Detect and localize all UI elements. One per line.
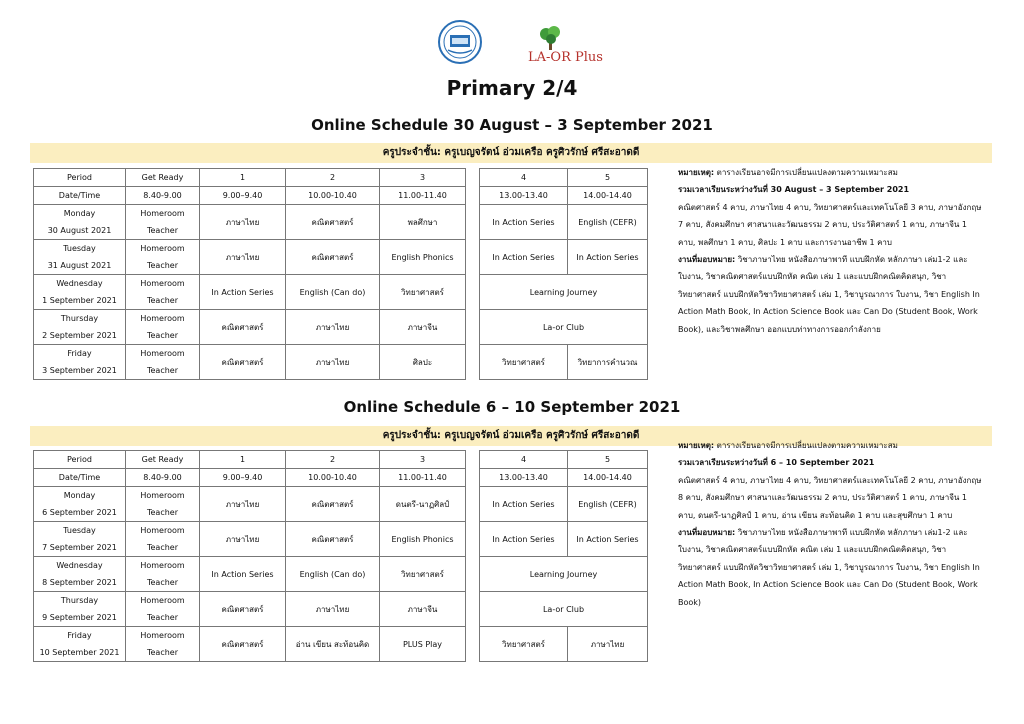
get-ready-cell: [126, 487, 200, 522]
remark-label: หมายเหตุ:: [678, 441, 715, 450]
get-ready-cell: [126, 205, 200, 240]
day-date-line2: 2 September 2021: [42, 331, 117, 340]
day-row: [34, 522, 648, 557]
get-ready-line1: Homeroom: [140, 209, 185, 218]
lunch-gap: [466, 592, 480, 627]
day-date-cell: [34, 522, 126, 557]
get-ready-line2: Teacher: [146, 578, 179, 587]
get-ready-line1: Homeroom: [140, 526, 185, 535]
col-header-1: 1: [200, 169, 286, 187]
lunch-gap: [466, 469, 480, 487]
lunch-gap: [466, 187, 480, 205]
day-date-line1: Thursday: [60, 596, 99, 605]
schedule-notes: [678, 437, 996, 611]
col-header-get-ready: Get Ready: [126, 451, 200, 469]
get-ready-line2: Teacher: [146, 613, 179, 622]
assignment-line: Action Math Book, In Action Science Book และ Can Do (Student Book, Work: [678, 580, 978, 590]
col-header-3: 3: [380, 169, 466, 187]
day-date-line2: 31 August 2021: [47, 261, 112, 270]
total-hours-line: 7 คาบ, สังคมศึกษา ศาสนาและวัฒนธรรม 2 คาบ, ประวัติศาสตร์ 1 คาบ, ภาษาจีน 1: [678, 220, 967, 230]
lunch-gap: [466, 275, 480, 310]
period-2-cell: คณิตศาสตร์: [286, 240, 380, 275]
schedule-notes: [678, 164, 996, 338]
period-5-cell: English (CEFR): [568, 487, 648, 522]
afternoon-merged-cell: Learning Journey: [480, 275, 648, 310]
day-row: [34, 310, 648, 345]
day-date-line2: 6 September 2021: [42, 508, 117, 517]
total-hours-line: 8 คาบ, สังคมศึกษา ศาสนาและวัฒนธรรม 2 คาบ, ประวัติศาสตร์ 1 คาบ, ภาษาจีน 1: [678, 493, 967, 503]
time-period-5: 14.00-14.40: [568, 469, 648, 487]
period-1-cell: In Action Series: [200, 557, 286, 592]
day-date-line1: Monday: [63, 209, 96, 218]
period-3-cell: PLUS Play: [380, 627, 466, 662]
period-3-cell: ดนตรี-นาฏศิลป์: [380, 487, 466, 522]
assignment-line: วิทยาศาสตร์ แบบฝึกหัดวิชาวิทยาศาสตร์ เล่ม 1, วิชาบูรณาการ ใบงาน, วิชา English In: [678, 289, 980, 299]
remark-text: ตารางเรียนอาจมีการเปลี่ยนแปลงตามความเหมาะสม: [714, 168, 898, 177]
day-date-line2: 3 September 2021: [42, 366, 117, 375]
time-label: Date/Time: [34, 469, 126, 487]
assignment-line: ใบงาน, วิชาคณิตศาสตร์แบบฝึกหัด คณิต เล่ม 1 และแบบฝึกคณิตคิดสนุก, วิชา: [678, 545, 947, 555]
get-ready-line1: Homeroom: [140, 596, 185, 605]
period-4-cell: วิทยาศาสตร์: [480, 345, 568, 380]
total-hours-line: คาบ, ดนตรี-นาฏศิลป์ 1 คาบ, อ่าน เขียน สะท้อนคิด 1 คาบ และสุขศึกษา 1 คาบ: [678, 510, 953, 520]
assignment-line: ใบงาน, วิชาคณิตศาสตร์แบบฝึกหัด คณิต เล่ม 1 และแบบฝึกคณิตคิดสนุก, วิชา: [678, 272, 947, 282]
period-4-cell: In Action Series: [480, 240, 568, 275]
remark-text: ตารางเรียนอาจมีการเปลี่ยนแปลงตามความเหมาะสม: [714, 441, 898, 450]
get-ready-line2: Teacher: [146, 648, 179, 657]
time-label: Date/Time: [34, 187, 126, 205]
day-row: [34, 240, 648, 275]
day-row: [34, 627, 648, 662]
time-row: [34, 469, 648, 487]
day-row: [34, 205, 648, 240]
total-hours-label: รวมเวลาเรียนระหว่างวันที่ 6 – 10 September 2021: [678, 458, 875, 468]
schedule-title: Online Schedule 6 – 10 September 2021: [343, 398, 681, 416]
get-ready-cell: [126, 557, 200, 592]
day-date-cell: [34, 627, 126, 662]
timetable: [33, 450, 648, 662]
period-3-cell: ภาษาจีน: [380, 592, 466, 627]
col-header-5: 5: [568, 451, 648, 469]
time-period-3: 11.00-11.40: [380, 469, 466, 487]
period-3-cell: ศิลปะ: [380, 345, 466, 380]
schedule-title: Online Schedule 30 August – 3 September 2021: [311, 116, 713, 134]
tree-icon: [528, 26, 598, 52]
lunch-gap: [466, 522, 480, 557]
assignment-line: วิทยาศาสตร์ แบบฝึกหัดวิชาวิทยาศาสตร์ เล่ม 1, วิชาบูรณาการ ใบงาน, วิชา English In: [678, 562, 980, 572]
col-header-period: Period: [34, 169, 126, 187]
get-ready-line1: Homeroom: [140, 279, 185, 288]
homeroom-teachers-band: ครูประจำชั้น: ครูเบญจรัตน์ อ่วมเครือ ครูศิวรักษ์ ศรีสะอาดดี: [30, 426, 992, 446]
col-header-get-ready: Get Ready: [126, 169, 200, 187]
period-1-cell: ภาษาไทย: [200, 522, 286, 557]
period-5-cell: In Action Series: [568, 522, 648, 557]
day-date-cell: [34, 275, 126, 310]
assignment-first-line: [678, 251, 996, 268]
day-row: [34, 592, 648, 627]
day-date-line2: 8 September 2021: [42, 578, 117, 587]
day-date-cell: [34, 487, 126, 522]
time-period-1: 9.00–9.40: [200, 469, 286, 487]
day-date-line1: Tuesday: [63, 244, 96, 253]
get-ready-cell: [126, 275, 200, 310]
period-5-cell: ภาษาไทย: [568, 627, 648, 662]
time-period-4: 13.00-13.40: [480, 187, 568, 205]
day-date-cell: [34, 345, 126, 380]
period-4-cell: In Action Series: [480, 522, 568, 557]
get-ready-cell: [126, 345, 200, 380]
col-header-1: 1: [200, 451, 286, 469]
get-ready-cell: [126, 592, 200, 627]
remark-label: หมายเหตุ:: [678, 168, 715, 177]
day-row: [34, 275, 648, 310]
get-ready-line1: Homeroom: [140, 631, 185, 640]
day-date-cell: [34, 592, 126, 627]
lunch-gap: [466, 169, 480, 187]
lunch-gap: [466, 345, 480, 380]
time-period-5: 14.00-14.40: [568, 187, 648, 205]
time-period-1: 9.00–9.40: [200, 187, 286, 205]
day-date-line2: 10 September 2021: [39, 648, 120, 657]
day-date-line1: Friday: [67, 631, 92, 640]
time-period-4: 13.00-13.40: [480, 469, 568, 487]
header-row: [34, 169, 648, 187]
time-get-ready: 8.40-9.00: [126, 469, 200, 487]
period-3-cell: ภาษาจีน: [380, 310, 466, 345]
period-4-cell: In Action Series: [480, 487, 568, 522]
period-2-cell: English (Can do): [286, 275, 380, 310]
day-row: [34, 345, 648, 380]
assignment-text: วิชาภาษาไทย หนังสือภาษาพาที แบบฝึกหัด หลักภาษา เล่ม1-2 และ: [735, 255, 968, 265]
period-1-cell: คณิตศาสตร์: [200, 310, 286, 345]
get-ready-cell: [126, 310, 200, 345]
period-1-cell: In Action Series: [200, 275, 286, 310]
afternoon-merged-cell: La-or Club: [480, 592, 648, 627]
period-2-cell: English (Can do): [286, 557, 380, 592]
day-date-line2: 7 September 2021: [42, 543, 117, 552]
get-ready-line1: Homeroom: [140, 491, 185, 500]
assignment-line: Book), และวิชาพลศึกษา ออกแบบท่าทางการออกกำลังกาย: [678, 324, 881, 334]
period-1-cell: คณิตศาสตร์: [200, 345, 286, 380]
get-ready-line1: Homeroom: [140, 314, 185, 323]
period-4-cell: In Action Series: [480, 205, 568, 240]
total-hours-label: รวมเวลาเรียนระหว่างวันที่ 30 August – 3 September 2021: [678, 185, 910, 195]
day-date-cell: [34, 557, 126, 592]
day-date-line2: 1 September 2021: [42, 296, 117, 305]
day-date-cell: [34, 310, 126, 345]
period-5-cell: English (CEFR): [568, 205, 648, 240]
get-ready-line2: Teacher: [146, 366, 179, 375]
period-3-cell: English Phonics: [380, 522, 466, 557]
get-ready-line2: Teacher: [146, 261, 179, 270]
assignment-text: วิชาภาษาไทย หนังสือภาษาพาที แบบฝึกหัด หลักภาษา เล่ม1-2 และ: [735, 528, 968, 538]
assignment-line: Book): [678, 597, 702, 607]
get-ready-line1: Homeroom: [140, 349, 185, 358]
period-3-cell: วิทยาศาสตร์: [380, 557, 466, 592]
day-date-line1: Wednesday: [56, 279, 103, 288]
col-header-5: 5: [568, 169, 648, 187]
day-row: [34, 557, 648, 592]
day-date-line1: Monday: [63, 491, 96, 500]
period-2-cell: ภาษาไทย: [286, 310, 380, 345]
get-ready-line2: Teacher: [146, 543, 179, 552]
page-title: Primary 2/4: [446, 76, 578, 100]
lunch-gap: [466, 627, 480, 662]
lunch-gap: [466, 451, 480, 469]
time-period-2: 10.00-10.40: [286, 187, 380, 205]
total-hours-line: คาบ, พลศึกษา 1 คาบ, ศิลปะ 1 คาบ และการงานอาชีพ 1 คาบ: [678, 237, 893, 247]
period-2-cell: คณิตศาสตร์: [286, 522, 380, 557]
lunch-gap: [466, 487, 480, 522]
lunch-gap: [466, 205, 480, 240]
logo-text: LA-OR Plus: [528, 50, 603, 65]
col-header-2: 2: [286, 169, 380, 187]
period-5-cell: วิทยาการคำนวณ: [568, 345, 648, 380]
day-date-line1: Wednesday: [56, 561, 103, 570]
remark-line: [678, 164, 996, 181]
get-ready-cell: [126, 522, 200, 557]
day-date-line2: 9 September 2021: [42, 613, 117, 622]
period-1-cell: ภาษาไทย: [200, 240, 286, 275]
time-period-2: 10.00-10.40: [286, 469, 380, 487]
day-date-line1: Friday: [67, 349, 92, 358]
day-date-line1: Tuesday: [63, 526, 96, 535]
header-logos: [0, 20, 1024, 70]
afternoon-merged-cell: La-or Club: [480, 310, 648, 345]
period-3-cell: พลศึกษา: [380, 205, 466, 240]
period-2-cell: คณิตศาสตร์: [286, 205, 380, 240]
day-date-cell: [34, 240, 126, 275]
header-row: [34, 451, 648, 469]
period-5-cell: In Action Series: [568, 240, 648, 275]
get-ready-line1: Homeroom: [140, 244, 185, 253]
get-ready-cell: [126, 627, 200, 662]
time-period-3: 11.00-11.40: [380, 187, 466, 205]
period-1-cell: ภาษาไทย: [200, 205, 286, 240]
get-ready-line2: Teacher: [146, 226, 179, 235]
period-1-cell: คณิตศาสตร์: [200, 592, 286, 627]
period-2-cell: คณิตศาสตร์: [286, 487, 380, 522]
lunch-gap: [466, 310, 480, 345]
total-hours-line: คณิตศาสตร์ 4 คาบ, ภาษาไทย 4 คาบ, วิทยาศาสตร์และเทคโนโลยี 2 คาบ, ภาษาอังกฤษ: [678, 475, 982, 485]
get-ready-line2: Teacher: [146, 331, 179, 340]
lunch-gap: [466, 557, 480, 592]
homeroom-teachers-band: ครูประจำชั้น: ครูเบญจรัตน์ อ่วมเครือ ครูศิวรักษ์ ศรีสะอาดดี: [30, 143, 992, 163]
assignment-label: งานที่มอบหมาย:: [678, 255, 736, 265]
col-header-4: 4: [480, 169, 568, 187]
day-date-line2: 30 August 2021: [47, 226, 112, 235]
day-date-line1: Thursday: [60, 314, 99, 323]
period-1-cell: คณิตศาสตร์: [200, 627, 286, 662]
period-3-cell: วิทยาศาสตร์: [380, 275, 466, 310]
remark-line: [678, 437, 996, 454]
period-2-cell: ภาษาไทย: [286, 592, 380, 627]
period-3-cell: English Phonics: [380, 240, 466, 275]
timetable: [33, 168, 648, 380]
get-ready-cell: [126, 240, 200, 275]
get-ready-line2: Teacher: [146, 508, 179, 517]
day-row: [34, 487, 648, 522]
afternoon-merged-cell: Learning Journey: [480, 557, 648, 592]
col-header-2: 2: [286, 451, 380, 469]
time-get-ready: 8.40-9.00: [126, 187, 200, 205]
total-hours-line: คณิตศาสตร์ 4 คาบ, ภาษาไทย 4 คาบ, วิทยาศาสตร์และเทคโนโลยี 3 คาบ, ภาษาอังกฤษ: [678, 202, 982, 212]
col-header-3: 3: [380, 451, 466, 469]
assignment-line: Action Math Book, In Action Science Book และ Can Do (Student Book, Work: [678, 307, 978, 317]
get-ready-line1: Homeroom: [140, 561, 185, 570]
lunch-gap: [466, 240, 480, 275]
day-date-cell: [34, 205, 126, 240]
col-header-period: Period: [34, 451, 126, 469]
assignment-label: งานที่มอบหมาย:: [678, 528, 736, 538]
period-1-cell: ภาษาไทย: [200, 487, 286, 522]
period-2-cell: ภาษาไทย: [286, 345, 380, 380]
school-seal-logo: [438, 20, 482, 64]
col-header-4: 4: [480, 451, 568, 469]
period-4-cell: วิทยาศาสตร์: [480, 627, 568, 662]
get-ready-line2: Teacher: [146, 296, 179, 305]
time-row: [34, 187, 648, 205]
assignment-first-line: [678, 524, 996, 541]
period-2-cell: อ่าน เขียน สะท้อนคิด: [286, 627, 380, 662]
la-or-plus-logo: [528, 26, 603, 70]
